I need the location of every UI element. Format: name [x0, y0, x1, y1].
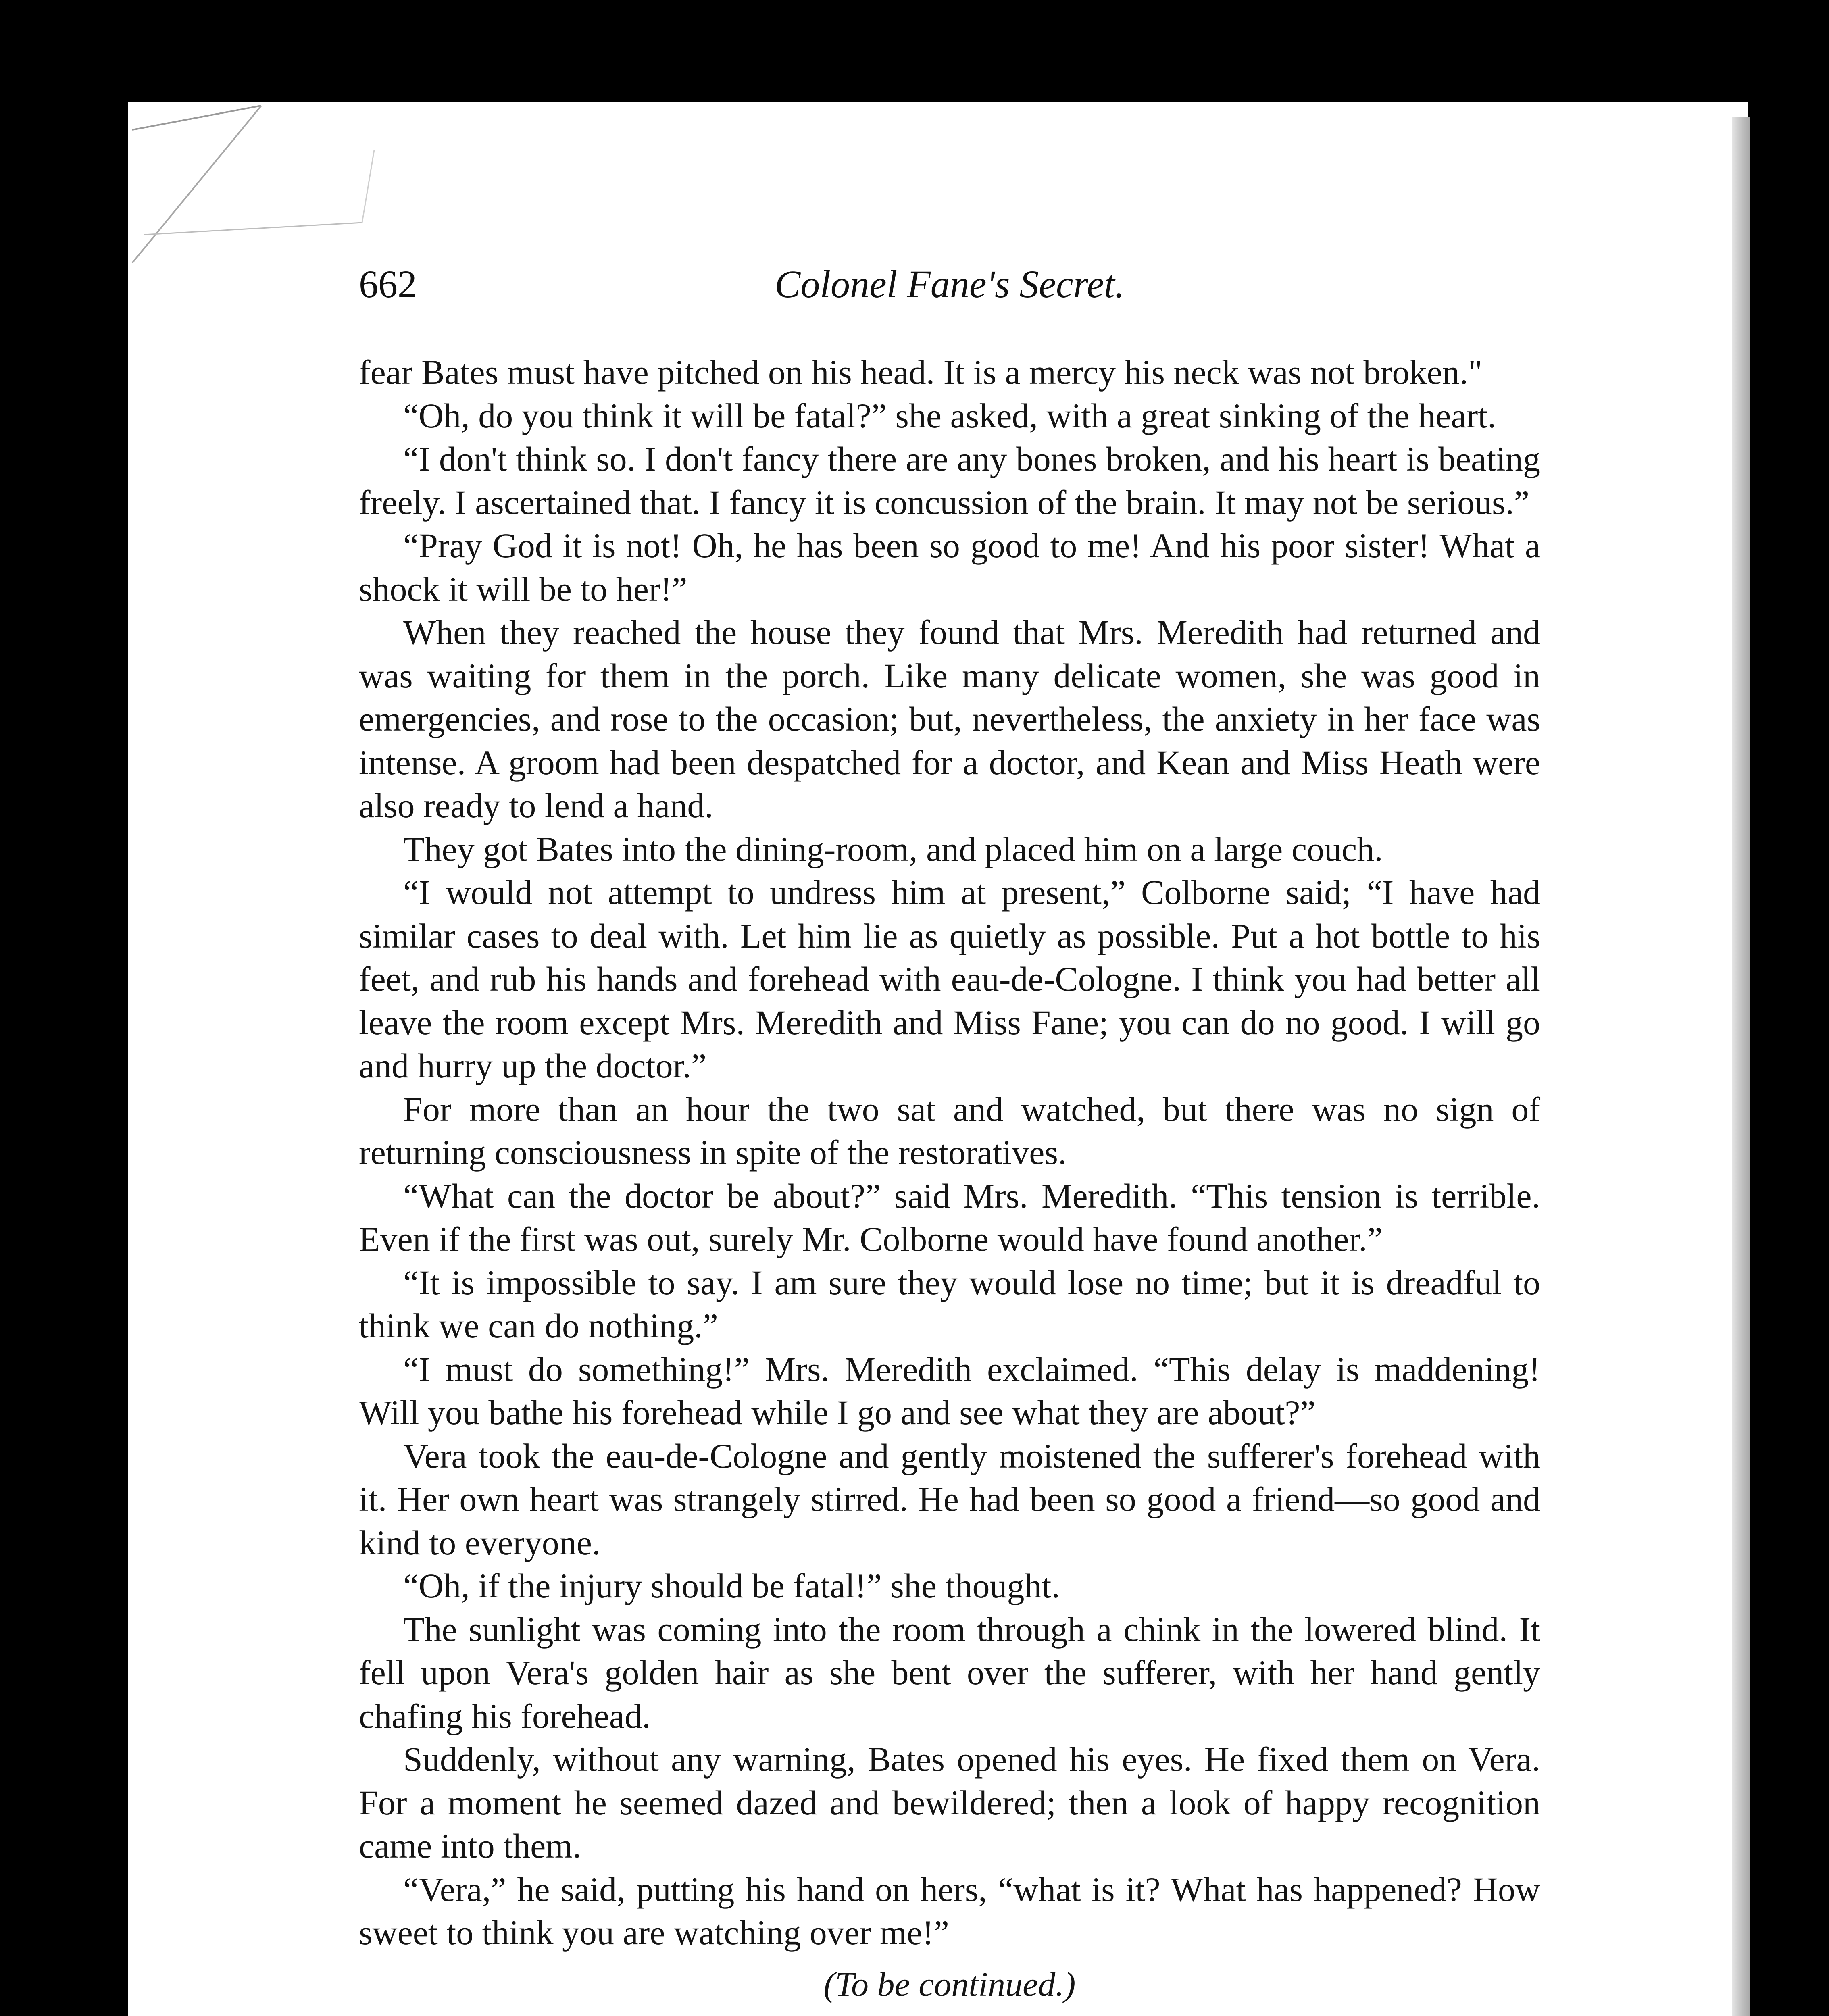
page-corner-crease: [128, 102, 378, 271]
running-title: Colonel Fane's Secret.: [775, 262, 1125, 306]
paragraph: The sunlight was coming into the room through a chink in the lowered blind. It fell upon Vera's golden hair as she bent over the sufferer, with her hand gently chafing his forehead.: [359, 1610, 1540, 1735]
paragraph: “Oh, if the injury should be fatal!” she thought.: [403, 1566, 1060, 1605]
paragraph: “Vera,” he said, putting his hand on hers, “what is it? What has happened? How sweet to think you are watching over me!”: [359, 1870, 1540, 1952]
body-text: [359, 351, 1540, 2006]
paragraph: “It is impossible to say. I am sure they would lose no time; but it is dreadful to think we can do nothing.”: [359, 1263, 1540, 1345]
paragraph: “Oh, do you think it will be fatal?” she asked, with a great sinking of the heart.: [403, 396, 1496, 435]
paragraph: Suddenly, without any warning, Bates opened his eyes. He fixed them on Vera. For a moment he seemed dazed and bewildered; then a look of happy recognition came into them.: [359, 1740, 1540, 1865]
paragraph: “What can the doctor be about?” said Mrs. Meredith. “This tension is terrible. Even if the first was out, surely Mr. Colborne would have found another.”: [359, 1176, 1540, 1258]
paragraph: When they reached the house they found that Mrs. Meredith had returned and was waiting for them in the porch. Like many delicate women, she was good in emergencies, and rose to the occasion; but, nevertheless, the anxiety in her face was intense. A groom had been despatched for a doctor, and Kean and Miss Heath were also ready to lend a hand.: [359, 613, 1540, 825]
paragraph: For more than an hour the two sat and watched, but there was no sign of returning consciousness in spite of the restoratives.: [359, 1089, 1540, 1172]
paragraph: They got Bates into the dining-room, and placed him on a large couch.: [403, 829, 1383, 868]
to-be-continued-note: (To be continued.): [823, 1964, 1076, 2004]
paragraph: “I must do something!” Mrs. Meredith exclaimed. “This delay is maddening! Will you bathe his forehead while I go and see what they are about?”: [359, 1350, 1540, 1432]
page-number: 662: [359, 262, 417, 306]
paragraph: “Pray God it is not! Oh, he has been so good to me! And his poor sister! What a shock it will be to her!”: [359, 526, 1540, 608]
page-header: [359, 258, 1540, 310]
paragraph: “I would not attempt to undress him at present,” Colborne said; “I have had similar cases to deal with. Let him lie as quietly as possible. Put a hot bottle to his feet, and rub his hands and forehead with eau-de-Cologne. I think you had better all leave the room except Mrs. Meredith and Miss Fane; you can do no good. I will go and hurry up the doctor.”: [359, 873, 1540, 1085]
paragraph: fear Bates must have pitched on his head. It is a mercy his neck was not broken.": [359, 353, 1483, 392]
page-edge-shadow: [1732, 117, 1750, 2016]
paragraph: “I don't think so. I don't fancy there are any bones broken, and his heart is beating freely. I ascertained that. I fancy it is concussion of the brain. It may not be serious.”: [359, 439, 1540, 522]
paragraph: Vera took the eau-de-Cologne and gently moistened the sufferer's forehead with it. Her own heart was strangely stirred. He had been so good a friend—so good and kind to everyone.: [359, 1436, 1540, 1562]
